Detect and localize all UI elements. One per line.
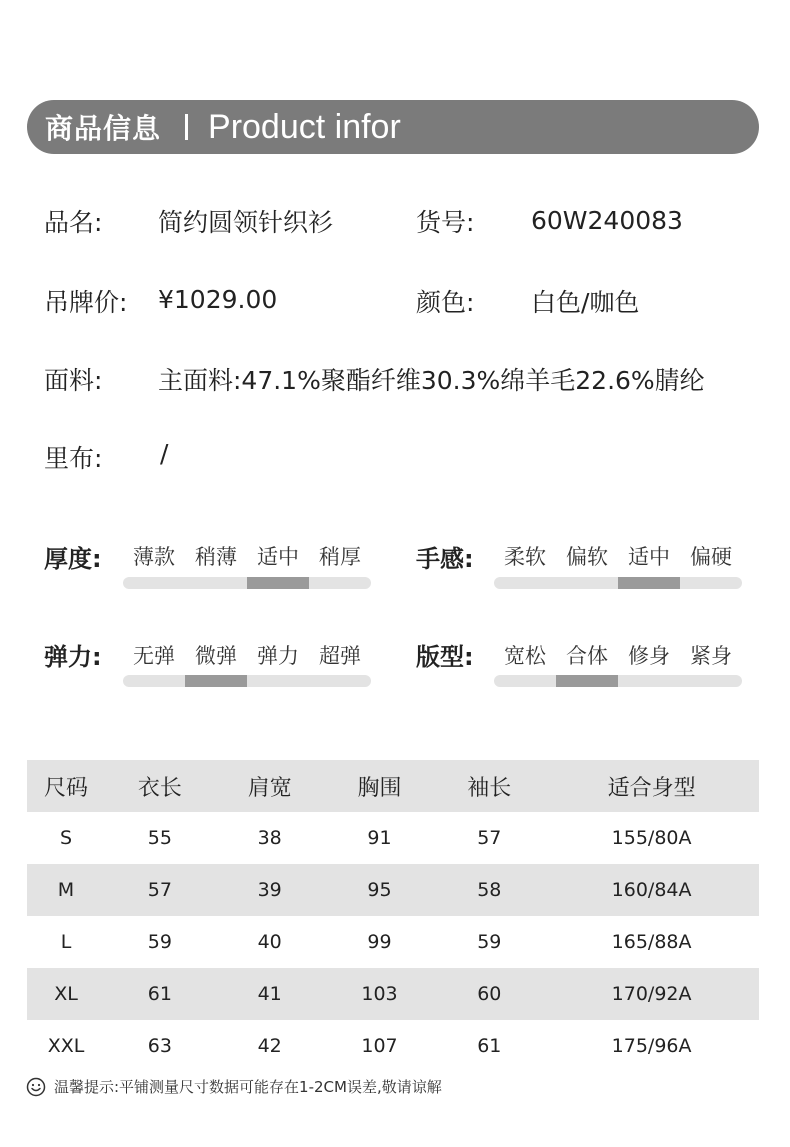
- table-cell: 40: [257, 931, 282, 953]
- sku-value: 60W240083: [531, 206, 683, 235]
- thickness-options: [123, 541, 371, 571]
- fabric-value: 主面料:47.1%聚酯纤维30.3%绵羊毛22.6%腈纶: [158, 366, 705, 395]
- table-cell: 103: [325, 968, 435, 1020]
- title-divider: [185, 114, 188, 140]
- table-cell: 91: [367, 827, 392, 849]
- table-cell: 59: [477, 931, 502, 953]
- table-cell: 41: [215, 968, 325, 1020]
- elasticity-option: 微弹: [195, 644, 237, 668]
- feel-options: [494, 541, 742, 571]
- thickness-option: 薄款: [133, 545, 175, 569]
- table-cell: 61: [105, 968, 215, 1020]
- thickness-option: 稍薄: [195, 545, 237, 569]
- table-cell: 107: [361, 1035, 398, 1057]
- table-row: [27, 812, 759, 864]
- elasticity-label: 弹力:: [44, 643, 102, 671]
- name-value: 简约圆领针织衫: [158, 208, 334, 237]
- table-row: [27, 864, 759, 916]
- table-header-chest: 胸围: [325, 760, 435, 812]
- thickness-label: 厚度:: [44, 545, 102, 573]
- table-cell: 95: [325, 864, 435, 916]
- thickness-option: 稍厚: [319, 545, 361, 569]
- feel-option: 柔软: [504, 545, 546, 569]
- table-cell: 57: [105, 864, 215, 916]
- thickness-scale: [123, 577, 371, 589]
- fit-option: 紧身: [690, 644, 732, 668]
- table-header-shoulder: 肩宽: [215, 760, 325, 812]
- feel-option: 偏软: [566, 545, 608, 569]
- section-title-en: Product infor: [208, 107, 401, 146]
- fit-scale-indicator: [556, 675, 618, 687]
- fit-options: [494, 640, 742, 670]
- elasticity-options: [123, 640, 371, 670]
- table-cell: 42: [257, 1035, 282, 1057]
- fabric-label: 面料:: [44, 366, 103, 395]
- size-table: [27, 760, 759, 1072]
- table-cell: 57: [477, 827, 502, 849]
- table-row: [27, 968, 759, 1020]
- table-cell: 170/92A: [544, 968, 759, 1020]
- table-cell: 39: [215, 864, 325, 916]
- table-cell: XL: [27, 968, 105, 1020]
- table-cell: XXL: [47, 1035, 85, 1057]
- price-label: 吊牌价:: [44, 288, 128, 317]
- name-label: 品名:: [44, 208, 103, 237]
- table-header-sleeve: 袖长: [434, 760, 544, 812]
- table-cell: S: [59, 827, 73, 849]
- thickness-option: 适中: [257, 545, 299, 569]
- feel-option: 偏硬: [690, 545, 732, 569]
- table-row: [27, 916, 759, 968]
- table-cell: 99: [367, 931, 392, 953]
- table-row: [27, 1020, 759, 1072]
- table-cell: 58: [434, 864, 544, 916]
- table-cell: 175/96A: [611, 1035, 692, 1057]
- price-value: ¥1029.00: [158, 285, 278, 314]
- feel-label: 手感:: [416, 545, 474, 573]
- section-header: [27, 100, 759, 154]
- table-header-size: 尺码: [27, 760, 105, 812]
- table-header-body-type: 适合身型: [544, 760, 759, 812]
- table-header-row: [27, 760, 759, 812]
- elasticity-option: 弹力: [257, 644, 299, 668]
- lining-value: /: [160, 439, 169, 468]
- table-cell: 165/88A: [611, 931, 692, 953]
- elasticity-scale-indicator: [185, 675, 247, 687]
- color-label: 颜色:: [416, 288, 475, 317]
- feel-scale: [494, 577, 742, 589]
- table-cell: 63: [147, 1035, 172, 1057]
- table-cell: 155/80A: [611, 827, 692, 849]
- elasticity-scale: [123, 675, 371, 687]
- feel-scale-indicator: [618, 577, 680, 589]
- table-cell: 38: [257, 827, 282, 849]
- table-cell: 59: [147, 931, 172, 953]
- lining-label: 里布:: [44, 444, 103, 473]
- elasticity-option: 超弹: [319, 644, 361, 668]
- section-title-cn: 商品信息: [45, 112, 162, 145]
- feel-option: 适中: [628, 545, 670, 569]
- thickness-scale-indicator: [247, 577, 309, 589]
- sku-label: 货号:: [416, 208, 475, 237]
- fit-scale: [494, 675, 742, 687]
- measurement-tip: [26, 1076, 442, 1097]
- fit-option: 合体: [566, 644, 608, 668]
- table-cell: 60: [434, 968, 544, 1020]
- fit-label: 版型:: [416, 643, 474, 671]
- table-cell: L: [60, 931, 72, 953]
- fit-option: 修身: [628, 644, 670, 668]
- table-cell: M: [27, 864, 105, 916]
- elasticity-option: 无弹: [133, 644, 175, 668]
- table-cell: 160/84A: [544, 864, 759, 916]
- smiley-icon: [26, 1077, 46, 1097]
- fit-option: 宽松: [504, 644, 546, 668]
- table-cell: 61: [477, 1035, 502, 1057]
- tip-text: 温馨提示:平铺测量尺寸数据可能存在1-2CM误差,敬请谅解: [54, 1078, 442, 1096]
- color-value: 白色/咖色: [531, 288, 640, 317]
- table-cell: 55: [147, 827, 172, 849]
- table-header-length: 衣长: [105, 760, 215, 812]
